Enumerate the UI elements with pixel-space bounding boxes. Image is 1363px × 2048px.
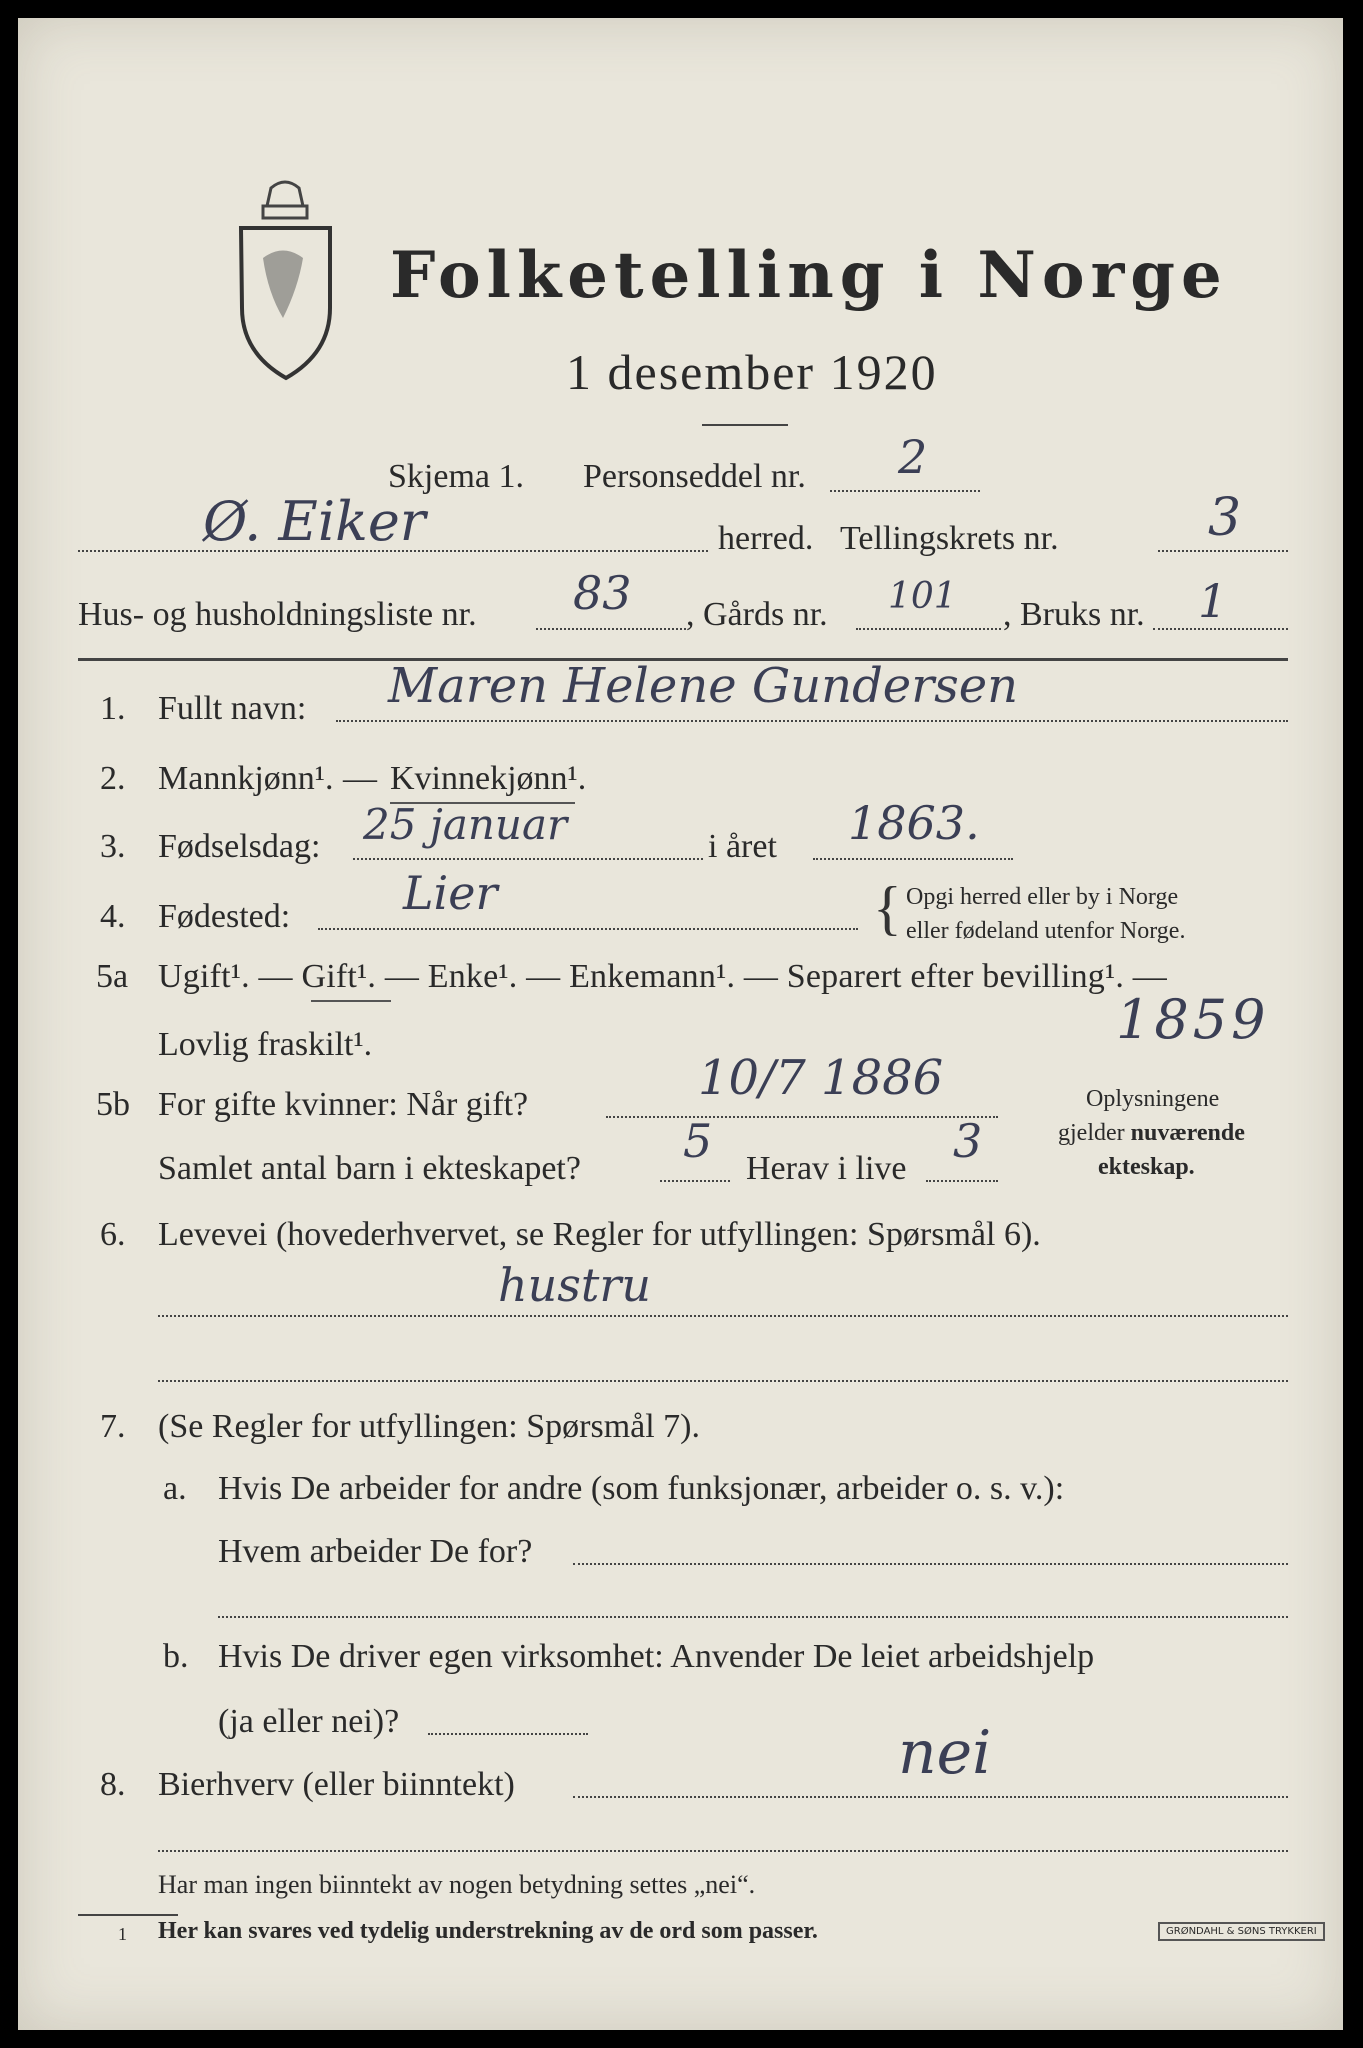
q8-label: Bierhverv (eller biinntekt) bbox=[158, 1766, 515, 1803]
q3-number: 3. bbox=[100, 828, 126, 865]
hus-line bbox=[536, 628, 686, 630]
q5a-line1: Ugift¹. — Gift¹. — Enke¹. — Enkemann¹. — Separert efter bevilling¹. — bbox=[158, 958, 1167, 995]
q5a-line2: Lovlig fraskilt¹. bbox=[158, 1026, 373, 1063]
q5b-children-line bbox=[660, 1180, 730, 1182]
footer-note: Har man ingen biinntekt av nogen betydning settes „nei“. bbox=[158, 1870, 756, 1899]
q2-number: 2. bbox=[100, 760, 126, 797]
q6-line1 bbox=[158, 1315, 1288, 1317]
q5b-label2: Samlet antal barn i ekteskapet? bbox=[158, 1150, 581, 1187]
q2-kvinne: Kvinnekjønn¹. bbox=[390, 760, 587, 797]
q3-year-line bbox=[813, 858, 1013, 860]
q6-value: hustru bbox=[498, 1258, 651, 1312]
q1-label: Fullt navn: bbox=[158, 690, 307, 727]
bruks-line bbox=[1153, 628, 1288, 630]
bruks-label: , Bruks nr. bbox=[1003, 596, 1145, 633]
tellingskrets-line bbox=[1158, 550, 1288, 552]
q5a-number: 5a bbox=[96, 958, 129, 995]
q7b-letter: b. bbox=[163, 1638, 189, 1675]
gards-line bbox=[856, 628, 1001, 630]
bruks-value: 1 bbox=[1198, 574, 1228, 628]
q6-label: Levevei (hovederhvervet, se Regler for utfyllingen: Spørsmål 6). bbox=[158, 1216, 1041, 1253]
q7a-employer-line bbox=[573, 1563, 1288, 1565]
q8-line2 bbox=[158, 1850, 1288, 1852]
title-divider bbox=[702, 424, 788, 426]
q4-number: 4. bbox=[100, 898, 126, 935]
q2-mann: Mannkjønn¹. bbox=[158, 760, 334, 797]
q4-value: Lier bbox=[403, 866, 498, 920]
q5b-note-current: nuværende bbox=[1130, 1120, 1245, 1146]
q5b-note-line2 bbox=[1058, 1120, 1245, 1147]
q5b-married-line bbox=[606, 1116, 998, 1118]
personseddel-value: 2 bbox=[898, 430, 928, 484]
q7-number: 7. bbox=[100, 1408, 126, 1445]
q5b-married-value: 10/7 1886 bbox=[698, 1050, 944, 1106]
q1-number: 1. bbox=[100, 690, 126, 727]
footnote-text: Her kan svares ved tydelig understrekning av de ord som passer. bbox=[158, 1918, 818, 1944]
q7a-line1: Hvis De arbeider for andre (som funksjonær, arbeider o. s. v.): bbox=[218, 1470, 1065, 1507]
gards-label: , Gårds nr. bbox=[686, 596, 828, 633]
q5b-note-line1: Oplysningene bbox=[1086, 1086, 1220, 1112]
hus-label: Hus- og husholdningsliste nr. bbox=[78, 596, 477, 633]
q5b-number: 5b bbox=[96, 1086, 130, 1123]
q7-label: (Se Regler for utfyllingen: Spørsmål 7). bbox=[158, 1408, 701, 1445]
skjema-label: Skjema 1. bbox=[388, 458, 524, 495]
hus-value: 83 bbox=[573, 566, 632, 620]
q1-line bbox=[336, 720, 1288, 722]
tellingskrets-label: Tellingskrets nr. bbox=[840, 520, 1059, 557]
q7a-line2: Hvem arbeider De for? bbox=[218, 1533, 533, 1570]
herred-label: herred. bbox=[718, 520, 814, 557]
printer-stamp: GRØNDAHL & SØNS TRYKKERI bbox=[1158, 1922, 1325, 1941]
coat-of-arms-icon bbox=[233, 178, 338, 388]
q5b-alive-line bbox=[926, 1180, 998, 1182]
form-date: 1 desember 1920 bbox=[566, 344, 938, 400]
q7b-answer-line bbox=[428, 1733, 588, 1735]
q3-value: 25 januar bbox=[363, 800, 568, 849]
q7b-line2: (ja eller nei)? bbox=[218, 1703, 400, 1740]
footnote-number: 1 bbox=[118, 1924, 127, 1944]
q4-note-line2: eller fødeland utenfor Norge. bbox=[906, 918, 1186, 944]
personseddel-line bbox=[830, 490, 980, 492]
q4-label: Fødested: bbox=[158, 898, 291, 935]
q5a-gift-underline bbox=[311, 1000, 391, 1002]
tellingskrets-value: 3 bbox=[1208, 488, 1242, 548]
q5b-label3: Herav i live bbox=[746, 1150, 907, 1187]
census-form bbox=[18, 18, 1343, 2030]
q7a-letter: a. bbox=[163, 1470, 187, 1507]
q2-sep: — bbox=[343, 760, 377, 797]
q6-number: 6. bbox=[100, 1216, 126, 1253]
gards-value: 101 bbox=[888, 576, 957, 617]
q7a-employer-line2 bbox=[218, 1616, 1288, 1618]
q8-number: 8. bbox=[100, 1766, 126, 1803]
q1-value: Maren Helene Gundersen bbox=[388, 658, 1019, 714]
q5b-children-value: 5 bbox=[683, 1114, 713, 1168]
q4-brace: { bbox=[873, 875, 902, 941]
q8-line bbox=[573, 1796, 1288, 1798]
q5a-year-handwritten: 1859 bbox=[1116, 988, 1270, 1051]
q7b-line1: Hvis De driver egen virksomhet: Anvender De leiet arbeidshjelp bbox=[218, 1638, 1095, 1675]
q6-line2 bbox=[158, 1380, 1288, 1382]
footer-divider bbox=[78, 1914, 178, 1916]
q5b-note-gjelder: gjelder bbox=[1058, 1120, 1131, 1146]
q3-line bbox=[353, 858, 703, 860]
q3-label: Fødselsdag: bbox=[158, 828, 321, 865]
q4-line bbox=[318, 928, 858, 930]
herred-value: Ø. Eiker bbox=[203, 490, 426, 553]
q3-year-value: 1863. bbox=[848, 796, 980, 850]
q5b-note-line3: ekteskap. bbox=[1098, 1154, 1195, 1180]
form-title: Folketelling i Norge bbox=[390, 238, 1228, 313]
personseddel-label: Personseddel nr. bbox=[583, 458, 806, 495]
q5b-alive-value: 3 bbox=[953, 1114, 983, 1168]
q3-year-label: i året bbox=[708, 828, 777, 865]
q5b-label1: For gifte kvinner: Når gift? bbox=[158, 1086, 529, 1123]
q4-note-line1: Opgi herred eller by i Norge bbox=[906, 884, 1179, 910]
q8-value: nei bbox=[898, 1718, 992, 1788]
